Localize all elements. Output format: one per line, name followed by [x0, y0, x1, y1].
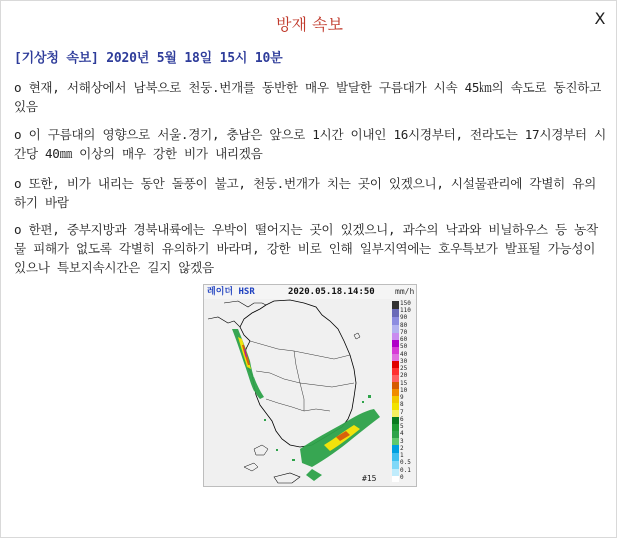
radar-label: 레이더 HSR — [207, 287, 255, 297]
bulletin-paragraph: o 현재, 서해상에서 남북으로 천둥.번개를 동반한 매우 발달한 구름대가 시속 45㎞의 속도로 동진하고 있음 — [14, 80, 609, 114]
bulletin-paragraph: o 한편, 중부지방과 경북내륙에는 우박이 떨어지는 곳이 있겠으니, 과수의 낙과와 비닐하우스 등 농작물 피해가 없도록 각별히 유의하기 바라며, 강한 비로 인해 일부지역에는 호우특보가 발표될 가능성이 있으나 특보지속시간은 길지 않겠음 — [14, 222, 603, 275]
legend-label: 150 — [400, 300, 411, 307]
legend-label: 5 — [400, 423, 404, 431]
legend-label: 20 — [400, 372, 408, 380]
radar-frame-number: #15 — [362, 474, 377, 483]
dialog-title: 방재 속보 — [276, 15, 343, 34]
legend-label: 70 — [400, 328, 408, 336]
legend-label: 3 — [400, 437, 404, 445]
legend-label: 40 — [400, 350, 408, 358]
radar-timestamp: 2020.05.18.14:50 — [288, 287, 375, 297]
legend-label: 2 — [400, 444, 404, 452]
legend-label: 9 — [400, 394, 404, 402]
legend-label: 15 — [400, 379, 408, 387]
bulletin-paragraph: o 이 구름대의 영향으로 서울.경기, 충남은 앞으로 1시간 이내인 16시경부터, 전라도는 17시경부터 시간당 40㎜ 이상의 매우 강한 비가 내리겠음 — [14, 127, 606, 161]
legend-label: 30 — [400, 357, 408, 365]
legend-label: 60 — [400, 336, 408, 344]
legend-label: 50 — [400, 343, 408, 351]
bulletin-headline: [기상청 속보] 2020년 5월 18일 15시 10분 — [14, 51, 283, 66]
radar-unit: mm/h — [395, 287, 415, 296]
close-button[interactable]: X — [594, 9, 606, 28]
legend-label: 25 — [400, 365, 408, 373]
radar-map — [204, 299, 390, 486]
legend-label: 6 — [400, 415, 404, 423]
legend-labels — [400, 299, 416, 486]
radar-header — [204, 285, 416, 299]
bulletin-paragraph: o 또한, 비가 내리는 동안 돌풍이 불고, 천둥.번개가 치는 곳이 있겠으니, 시설물관리에 각별히 유의하기 바람 — [14, 176, 596, 210]
legend-color-bar — [392, 301, 399, 482]
legend-label: 0 — [400, 473, 404, 481]
legend-label: 90 — [400, 314, 408, 322]
legend-label: 0.1 — [400, 466, 411, 474]
legend-label: 7 — [400, 408, 404, 416]
legend-label: 10 — [400, 386, 408, 394]
legend-label: 0.5 — [400, 459, 411, 467]
radar-legend — [390, 299, 416, 486]
legend-label: 8 — [400, 401, 404, 409]
legend-label: 110 — [400, 307, 411, 315]
legend-label: 4 — [400, 430, 404, 438]
radar-image — [203, 284, 417, 487]
legend-label: 1 — [400, 452, 404, 460]
legend-label: 80 — [400, 321, 408, 329]
